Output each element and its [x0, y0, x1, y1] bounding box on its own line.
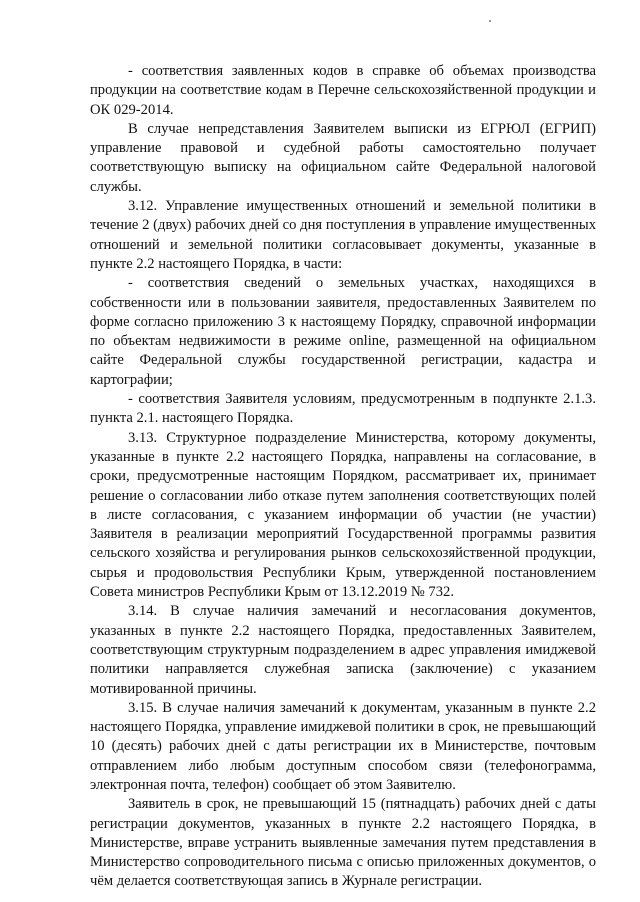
- paragraph-3-14: 3.14. В случае наличия замечаний и несогласования документов, указанных в пункте 2.2 настоящего Порядка, предоставленных Заявителем, соответствующим структурным подразделением в адрес управления имиджевой политики направляется служебная записка (заключение) с указанием мотивированной причины.: [90, 603, 596, 697]
- paragraph-land-plots: - соответствия сведений о земельных участках, находящихся в собственности или в пользовании заявителя, предоставленных Заявителем по форме согласно приложению 3 к настоящему Порядку, справочной информации по объектам недвижимости в режиме online, размещенной на официальном сайте Федеральной службы государственной регистрации, кадастра и картографии;: [90, 275, 596, 388]
- paragraph-code-compliance: - соответствия заявленных кодов в справке об объемах производства продукции на соответствие кодам в Перечне сельскохозяйственной продукции и ОК 029-2014.: [90, 63, 596, 118]
- paragraph-3-12: 3.12. Управление имущественных отношений и земельной политики в течение 2 (двух) рабочих дней со дня поступления в управление имущественных отношений и земельной политики согласовывает документы, указанные в пункте 2.2 настоящего Порядка, в части:: [90, 198, 596, 272]
- scan-dot: [489, 20, 491, 22]
- paragraph-3-13: 3.13. Структурное подразделение Министерства, которому документы, указанные в пункте 2.2 настоящего Порядка, направлены на согласование, в сроки, предусмотренные настоящим Порядком, рассматривает их, принимает решение о согласовании либо отказе путем заполнения соответствующих полей в листе согласования, с указанием информации об участии (не участии) Заявителя в реализации мероприятий Государственной программы развития сельского хозяйства и регулирования рынков сельскохозяйственной продукции, сырья и продовольствия Республики Крым, утвержденной постановлением Совета министров Республики Крым от 13.12.2019 № 732.: [90, 429, 596, 601]
- paragraph-applicant-conditions: - соответствия Заявителя условиям, предусмотренным в подпункте 2.1.3. пункта 2.1. настоящего Порядка.: [90, 391, 596, 427]
- paragraph-egrul-extract: В случае непредставления Заявителем выписки из ЕГРЮЛ (ЕГРИП) управление правовой и судебной работы самостоятельно получает соответствующую выписку на официальном сайте Федеральной налоговой службы.: [90, 120, 596, 195]
- paragraph-applicant-correction: Заявитель в срок, не превышающий 15 (пятнадцать) рабочих дней с даты регистрации документов, указанных в пункте 2.2 настоящего Порядка, в Министерстве, вправе устранить выявленные замечания путем представления в Министерство сопроводительного письма с описью приложенных документов, о чём делается соответствующая запись в Журнале регистрации.: [90, 796, 596, 890]
- paragraph-3-15: 3.15. В случае наличия замечаний к документам, указанным в пункте 2.2 настоящего Порядка, управление имиджевой политики в срок, не превышающий 10 (десять) рабочих дней с даты регистрации их в Министерстве, почтовым отправлением либо любым доступным способом связи (телефонограмма, электронная почта, телефон) сообщает об этом Заявителю.: [90, 699, 596, 793]
- document-page: [90, 62, 596, 892]
